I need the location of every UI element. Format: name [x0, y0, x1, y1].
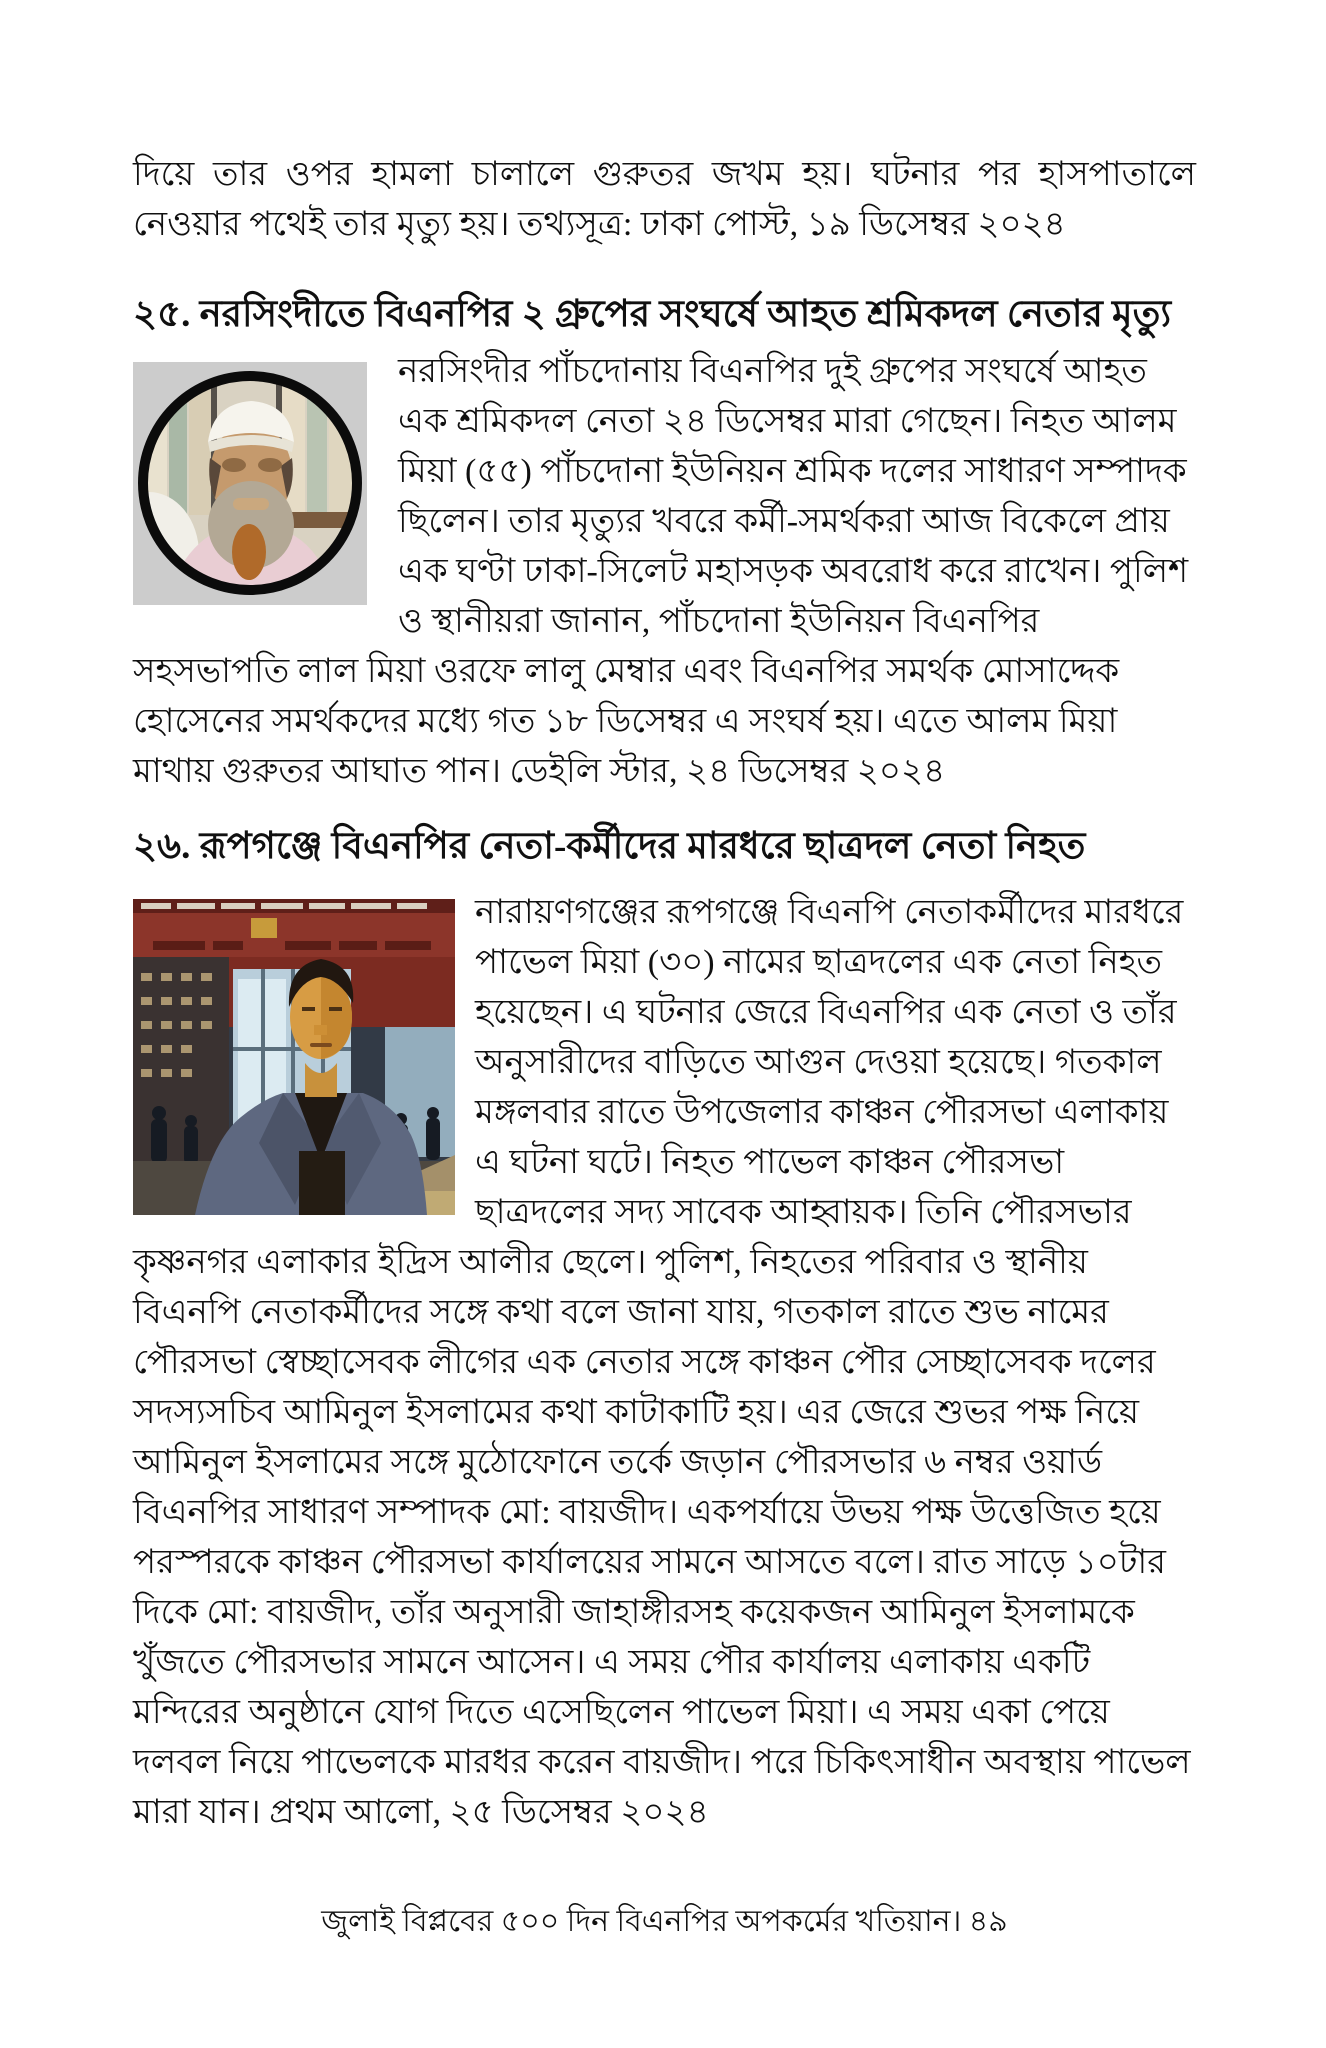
night-event-photo-illustration: [133, 899, 455, 1215]
section-26-photo: [133, 899, 455, 1215]
red-banner: [133, 913, 455, 957]
section-26-body: নারায়ণগঞ্জের রূপগঞ্জে বিএনপি নেতাকর্মীদের মারধরে পাভেল মিয়া (৩০) নামের ছাত্রদলের এক নেতা নিহত হয়েছেন। এ ঘটনার জেরে বিএনপির এক নেতা ও তাঁর অনুসারীদের বাড়িতে আগুন দেওয়া হয়েছে। গতকাল মঙ্গলবার রাতে উপজেলার কাঞ্চন পৌরসভা এলাকায় এ ঘটনা ঘটে। নিহত পাভেল কাঞ্চন পৌরসভা ছাত্রদলের সদ্য সাবেক আহ্বায়ক। তিনি পৌরসভার কৃষ্ণনগর এলাকার ইদ্রিস আলীর ছেলে। পুলিশ, নিহতের পরিবার ও স্থানীয় বিএনপি নেতাকর্মীদের সঙ্গে কথা বলে জানা যায়, গতকাল রাতে শুভ নামের পৌরসভা স্বেচ্ছাসেবক লীগের এক নেতার সঙ্গে কাঞ্চন পৌর সেচ্ছাসেবক দলের সদস্যসচিব আমিনুল ইসলামের কথা কাটাকাটি হয়। এর জেরে শুভর পক্ষ নিয়ে আমিনুল ইসলামের সঙ্গে মুঠোফোনে তর্কে জড়ান পৌরসভার ৬ নম্বর ওয়ার্ড বিএনপির সাধারণ সম্পাদক মো: বায়জীদ। একপর্যায়ে উভয় পক্ষ উত্তেজিত হয়ে পরস্পরকে কাঞ্চন পৌরসভা কার্যালয়ের সামনে আসতে বলে। রাত সাড়ে ১০টার দিকে মো: বায়জীদ, তাঁর অনুসারী জাহাঙ্গীরসহ কয়েকজন আমিনুল ইসলামকে খুঁজতে পৌরসভার সামনে আসেন। এ সময় পৌর কার্যালয় এলাকায় একটি মন্দিরের অনুষ্ঠানে যোগ দিতে এসেছিলেন পাভেল মিয়া। এ সময় একা পেয়ে দলবল নিয়ে পাভেলকে মারধর করেন বায়জীদ। পরে চিকিৎসাধীন অবস্থায় পাভেল মারা যান। প্রথম আলো, ২৫ ডিসেম্বর ২০২৪: [133, 894, 1191, 1831]
continuation-paragraph: দিয়ে তার ওপর হামলা চালালে গুরুতর জখম হয়। ঘটনার পর হাসপাতালে নেওয়ার পথেই তার মৃত্যু হয়। তথ্যসূত্র: ঢাকা পোস্ট, ১৯ ডিসেম্বর ২০২৪: [133, 156, 1196, 243]
eye-shadow-left: [222, 458, 246, 472]
section-26-heading: ২৬. রূপগঞ্জে বিএনপির নেতা-কর্মীদের মারধরে ছাত্রদল নেতা নিহত: [133, 826, 1086, 867]
section-25-body: নরসিংদীর পাঁচদোনায় বিএনপির দুই গ্রুপের সংঘর্ষে আহত এক শ্রমিকদল নেতা ২৪ ডিসেম্বর মারা গেছেন। নিহত আলম মিয়া (৫৫) পাঁচদোনা ইউনিয়ন শ্রমিক দলের সাধারণ সম্পাদক ছিলেন। তার মৃত্যুর খবরে কর্মী-সমর্থকরা আজ বিকেলে প্রায় এক ঘণ্টা ঢাকা-সিলেট মহাসড়ক অবরোধ করে রাখেন। পুলিশ ও স্থানীয়রা জানান, পাঁচদোনা ইউনিয়ন বিএনপির সহসভাপতি লাল মিয়া ওরফে লালু মেম্বার এবং বিএনপির সমর্থক মোসাদ্দেক হোসেনের সমর্থকদের মধ্যে গত ১৮ ডিসেম্বর এ সংঘর্ষ হয়। এতে আলম মিয়া মাথায় গুরুতর আঘাত পান। ডেইলি স্টার, ২৪ ডিসেম্বর ২০২৪: [133, 353, 1189, 790]
banner-top-text: [141, 903, 427, 909]
eye-right: [329, 1007, 342, 1011]
section-26: [133, 888, 1196, 1838]
section-25-heading: ২৫. নরসিংদীতে বিএনপির ২ গ্রুপের সংঘর্ষে আহত শ্রমিকদল নেতার মৃত্যু: [133, 294, 1172, 335]
mouth: [310, 1043, 332, 1047]
portrait-photo-illustration: [133, 362, 367, 605]
banner-emblem: [251, 918, 277, 938]
page-footer: জুলাই বিপ্লবের ৫০০ দিন বিএনপির অপকর্মের খতিয়ান। ৪৯: [321, 1905, 1008, 1938]
henna-beard-patch: [232, 524, 266, 580]
section-25-photo: [133, 362, 367, 605]
eye-left: [302, 1007, 315, 1011]
section-25: [133, 347, 1196, 797]
eye-shadow-right: [258, 458, 282, 472]
nose: [314, 1025, 327, 1035]
building-facade: [133, 957, 229, 1167]
banner-text: [153, 941, 431, 950]
